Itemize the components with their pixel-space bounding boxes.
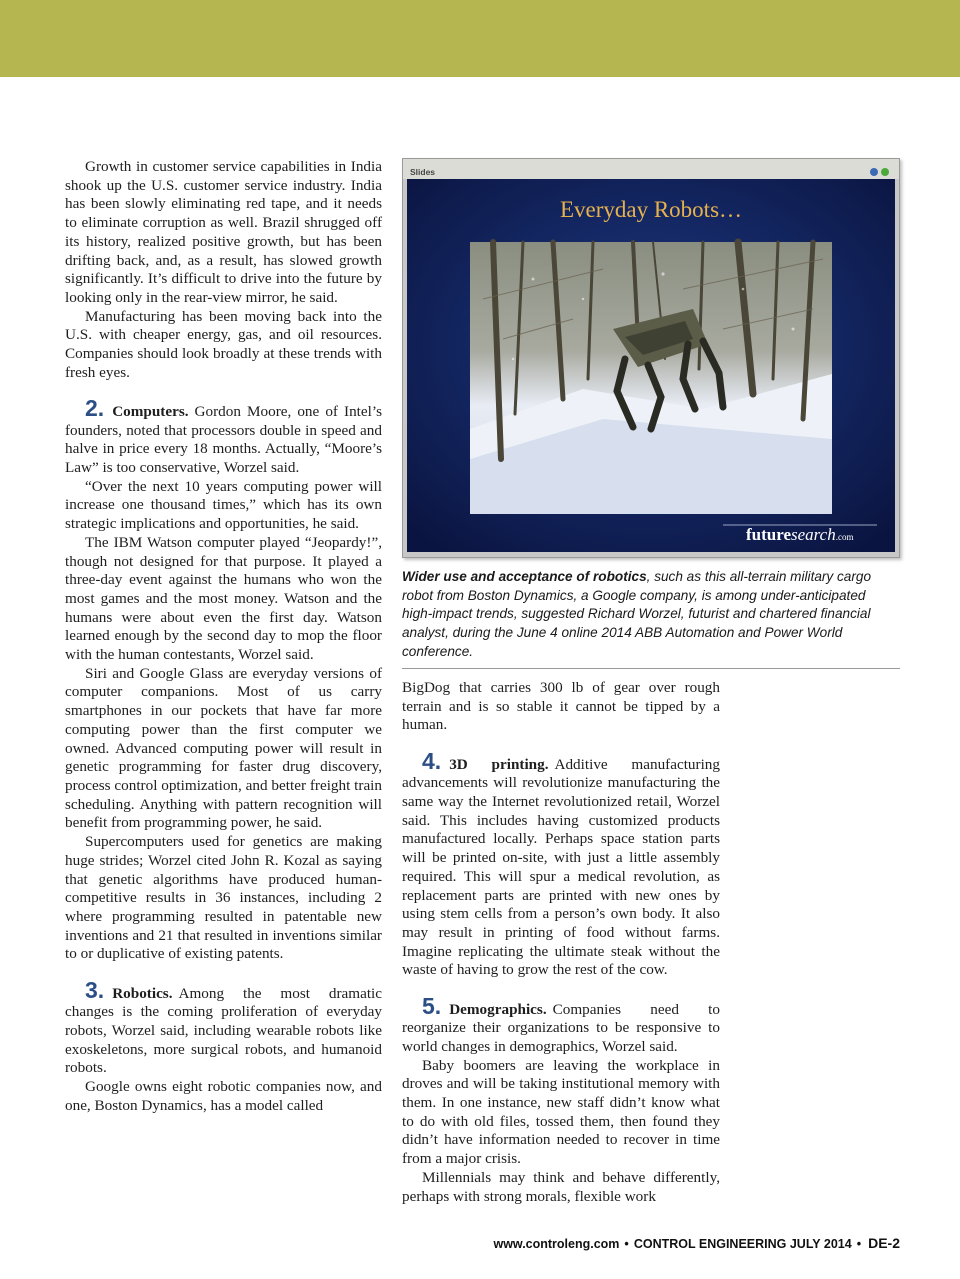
caption-text: , such as this all-terrain military cargo robot from Boston Dynamics, a Google company, is among under-anticipated high-impact trends, suggested Richard Worzel, futurist and chartered financial analyst, during the June 4 online 2014 ABB Automation and Power World conference. <box>402 569 872 659</box>
paragraph: “Over the next 10 years computing power will increase one thousand times,” which has its own strategic implications and opportunities, he said. <box>65 477 382 533</box>
paragraph: Millennials may think and behave differently, perhaps with strong morals, flexible work <box>402 1168 720 1205</box>
top-color-band <box>0 0 960 77</box>
section-text: Among the most dramatic changes is the coming proliferation of everyday robots, Worzel said, including wearable robots like exoskeletons, more surgical robots, and humanoid robots. <box>65 984 382 1077</box>
footer-separator: • <box>624 1237 629 1251</box>
slide-title: Everyday Robots… <box>559 197 743 222</box>
window-button-icon <box>870 168 878 176</box>
paragraph: The IBM Watson computer played “Jeopardy!”, though not designed for that purpose. It played a three-day event against the humans who won the most games and the most money. Watson and the humans were about even the first day. Watson learned enough by the second day to mop the floor with the human contestants, Worzel said. <box>65 533 382 664</box>
article-right-column <box>402 679 720 1206</box>
article-left-column <box>65 158 382 1115</box>
footer-separator: • <box>856 1237 862 1251</box>
paragraph: Google owns eight robotic companies now, and one, Boston Dynamics, has a model called <box>65 1078 382 1114</box>
footer-url: www.controleng.com <box>493 1237 620 1251</box>
window-label: Slides <box>410 167 436 177</box>
caption-lead: Wider use and acceptance of robotics <box>402 569 647 584</box>
section-robotics <box>65 976 382 1079</box>
window-button-icon <box>881 168 889 176</box>
caption-divider <box>402 668 900 669</box>
section-heading: Computers. <box>112 402 189 420</box>
section-number: 2. <box>85 394 105 421</box>
section-3d-printing <box>402 747 720 980</box>
figure-caption <box>402 568 898 662</box>
slide-screenshot-figure <box>402 158 900 558</box>
robot-photo <box>470 242 832 514</box>
page-footer <box>460 1235 900 1251</box>
section-demographics <box>402 992 720 1057</box>
section-heading: 3D printing. <box>449 755 549 773</box>
section-number: 3. <box>85 976 105 1003</box>
paragraph: Manufacturing has been moving back into the U.S. with cheaper energy, gas, and oil resources. Companies should look broadly at these trends with fresh eyes. <box>65 307 382 381</box>
paragraph: BigDog that carries 300 lb of gear over rough terrain and is so stable it cannot be tipped by a human. <box>402 679 720 734</box>
section-text: Additive manufacturing advancements will revolutionize manufacturing the same way the Internet revolutionized retail, Worzel said. This includes having customized products manufactured locally. Perhaps space station parts will be printed on-site, with just a little assembly required. This will spur a medical revolution, as replacement parts are printed with new ones by using stem cells from a person’s own body. It also may result in printing of food without farms. Imagine replicating the ultimate steak without the waste of having to grow the rest of the cow. <box>402 755 720 979</box>
paragraph: Growth in customer service capabilities in India shook up the U.S. customer service industry. India has been slowly eliminating red tape, and it needs to eliminate corruption as well. Brazil shrugged off its history, realized positive growth, but has been drifting back, and, as a result, has slowed growth significantly. It’s difficult to drive into the future by looking only in the rear-view mirror, he said. <box>65 158 382 306</box>
section-number: 5. <box>422 992 442 1019</box>
futuresearch-logo: futuresearch.com <box>746 525 854 544</box>
section-number: 4. <box>422 747 442 774</box>
section-computers <box>65 394 382 478</box>
page-number: DE-2 <box>868 1235 900 1251</box>
paragraph: Siri and Google Glass are everyday versions of computer companions. Most of us carry smartphones in our pockets that have far more computing power than the first computer we owned. Advanced computing power will result in genetic programming for faster drug discovery, process control optimization, and better freight train scheduling. Anything with pattern recognition will benefit from programming power, he said. <box>65 664 382 832</box>
section-heading: Demographics. <box>449 1000 547 1018</box>
section-text: Companies need to reorganize their organizations to be responsive to world changes in demographics, Worzel said. <box>402 1000 720 1055</box>
footer-magazine: CONTROL ENGINEERING JULY 2014 <box>633 1237 852 1251</box>
paragraph: Supercomputers used for genetics are making huge strides; Worzel cited John R. Kozal as saying that genetic algorithms have produced human-competitive results in 36 instances, including 2 where programming resulted in patentable new inventions and 21 that resulted in inventions similar to or duplicative of existing patents. <box>65 833 382 963</box>
section-heading: Robotics. <box>112 984 173 1002</box>
slide-window <box>403 159 899 557</box>
section-text: Gordon Moore, one of Intel’s founders, noted that processors double in speed and halve in price every 18 months. Actually, “Moore’s Law” is too conservative, Worzel said. <box>65 402 382 477</box>
paragraph: Baby boomers are leaving the workplace in droves and will be taking institutional memory with them. In one instance, new staff didn’t know what to do with old files, tossed them, then found they didn’t have information needed to recover in time from a major crisis. <box>402 1056 720 1168</box>
window-title-bar <box>403 159 899 179</box>
